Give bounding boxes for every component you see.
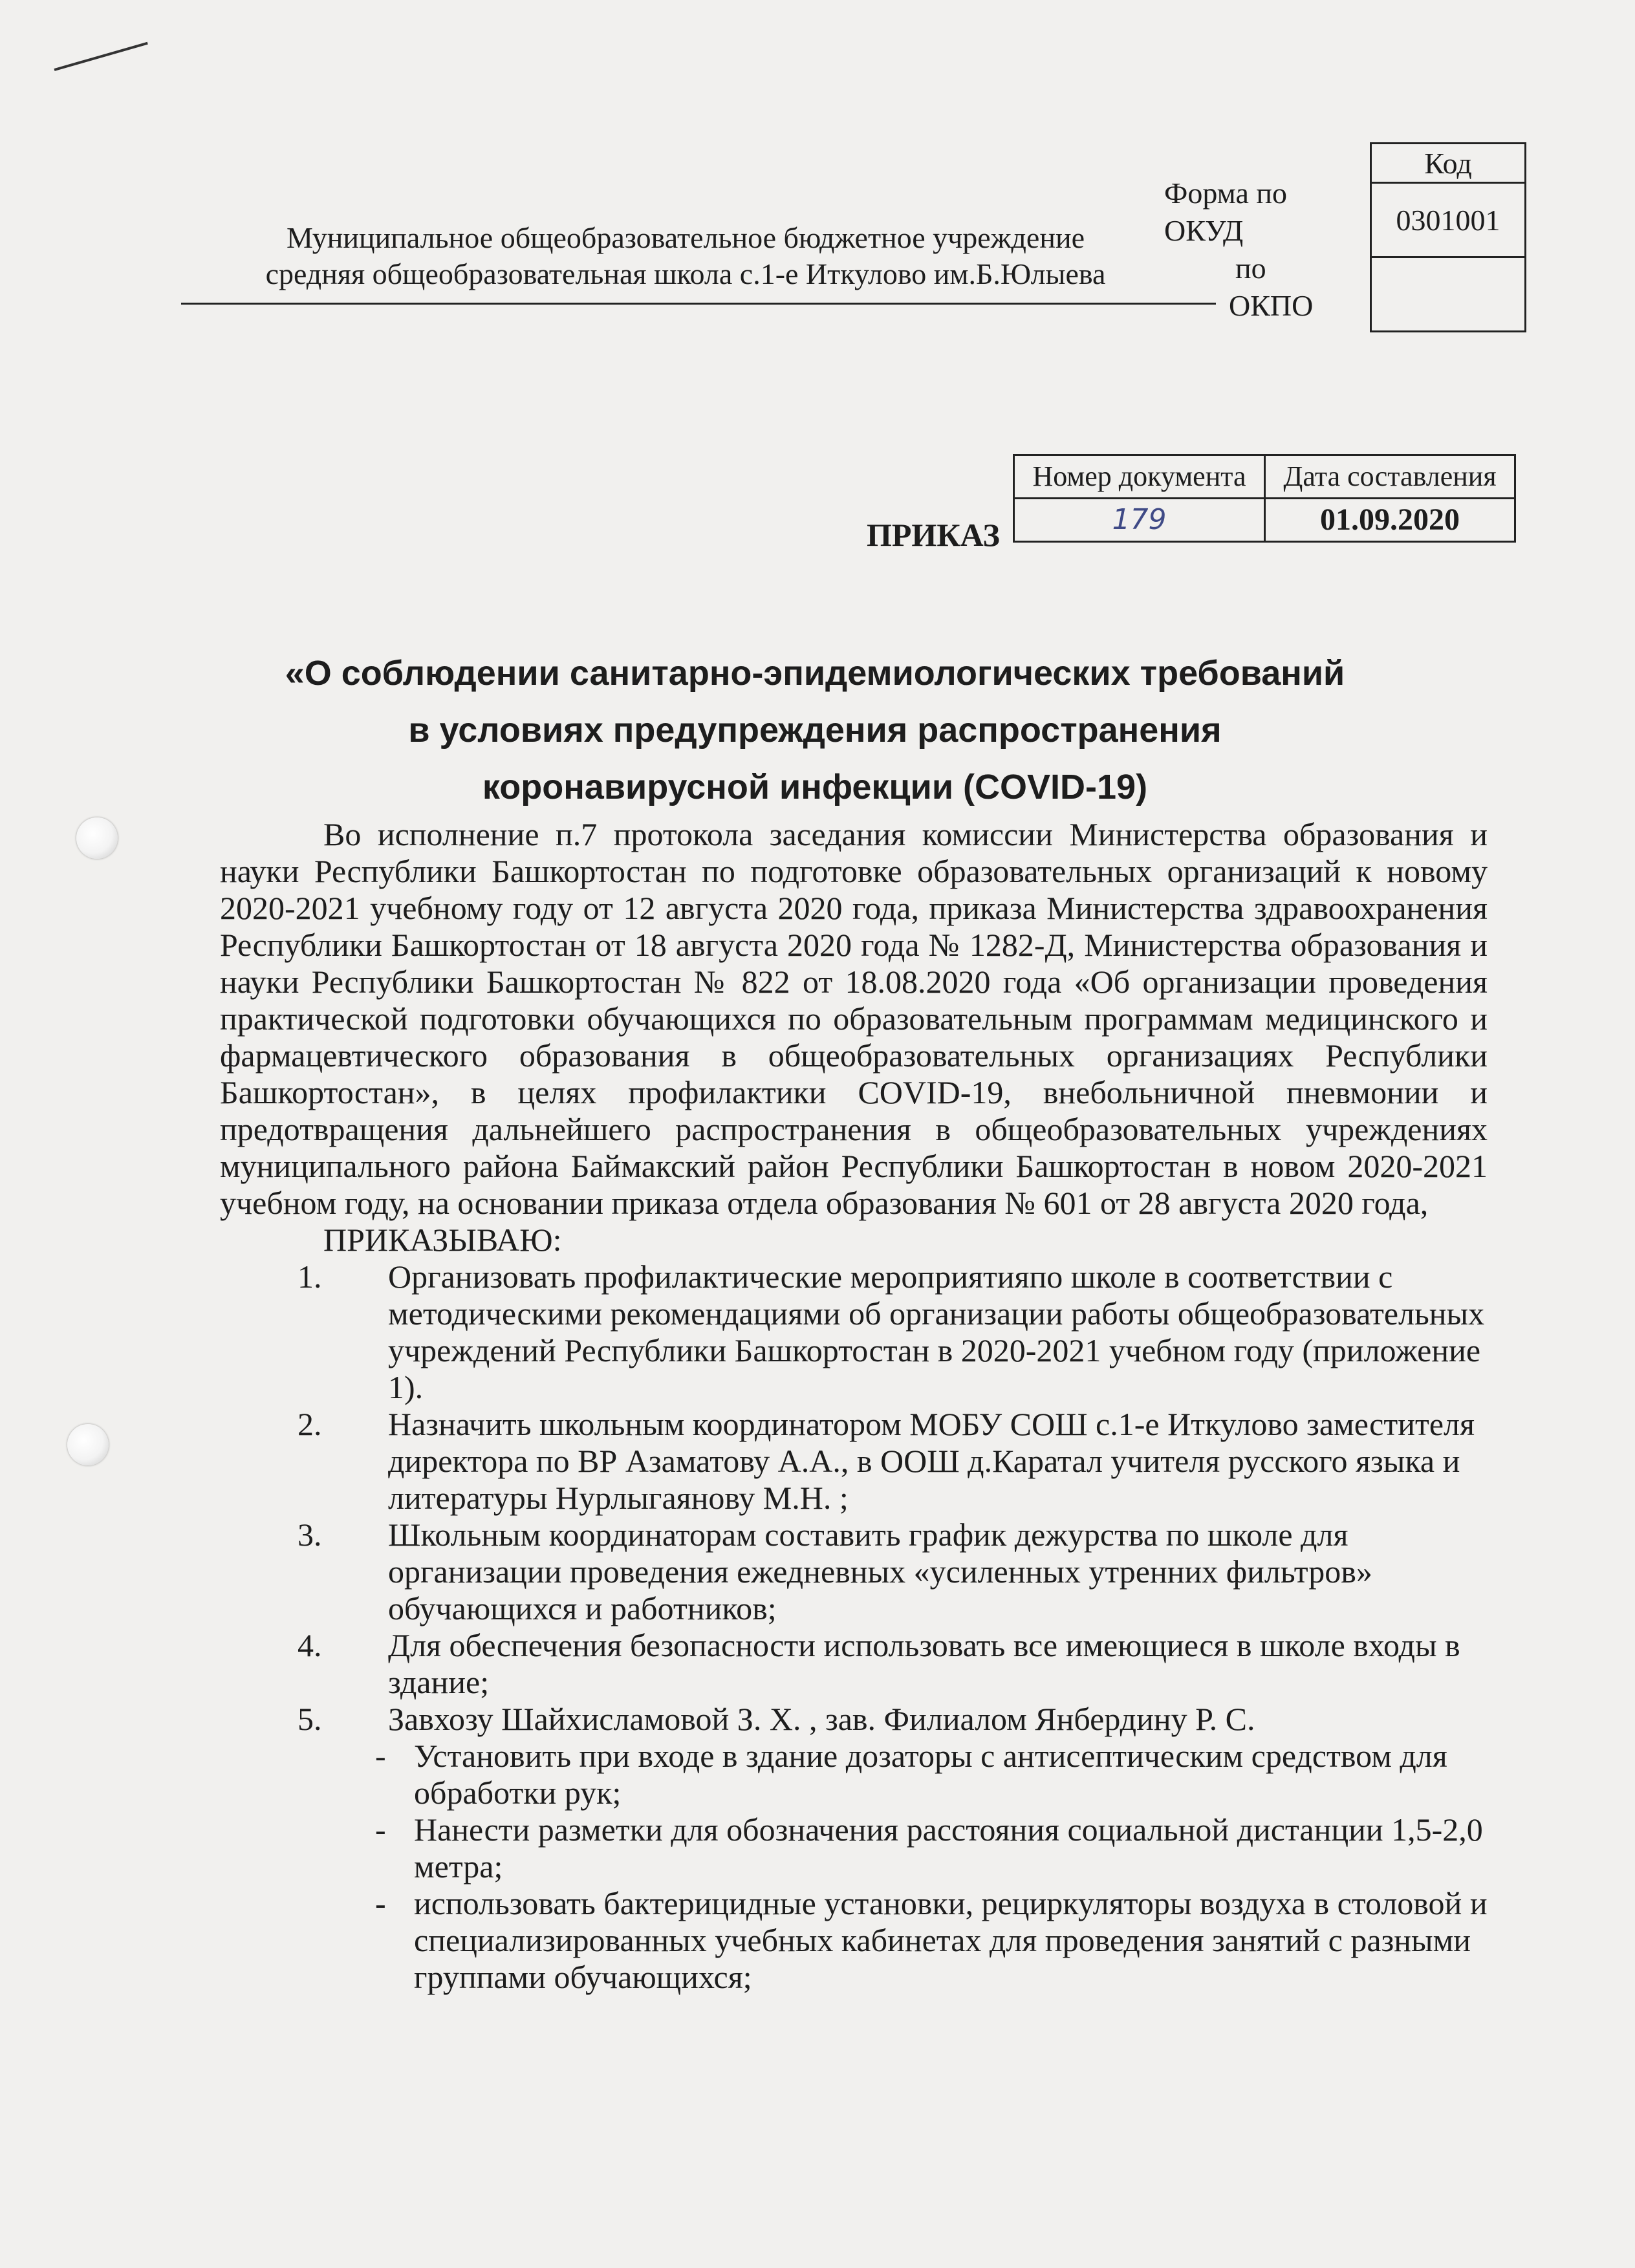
codes-table xyxy=(1370,142,1526,332)
scan-mark xyxy=(54,42,147,71)
organization-name: Муниципальное общеобразовательное бюджетное учреждение средняя общеобразовательная школа с.1-е Иткулово им.Б.Юлыева xyxy=(265,221,1106,290)
number-header: Номер документа xyxy=(1014,455,1265,499)
prikaz-label: ПРИКАЗ xyxy=(867,517,1000,553)
date-value: 01.09.2020 xyxy=(1265,499,1515,542)
sub-item: - использовать бактерицидные установки, рециркуляторы воздуха в столовой и специализированных учебных кабинетах для проведения занятий с разными группами обучающихся; xyxy=(375,1885,1488,1995)
order-item: 4. Для обеспечения безопасности использовать все имеющиеся в школе входы в здание; xyxy=(298,1627,1460,1700)
document-number-table xyxy=(1013,454,1516,543)
title-line-2: в условиях предупреждения распространения xyxy=(408,711,1222,750)
title-line-3: коронавирусной инфекции (COVID-19) xyxy=(482,768,1148,806)
number-value: 179 xyxy=(1014,499,1265,542)
code-okpo xyxy=(1371,257,1526,332)
order-word: ПРИКАЗЫВАЮ: xyxy=(323,1222,562,1258)
organization-underline xyxy=(181,303,1216,305)
sub-item: - Нанести разметки для обозначения расстояния социальной дистанции 1,5-2,0 метра; xyxy=(375,1811,1483,1885)
date-header: Дата составления xyxy=(1265,455,1515,499)
code-header: Код xyxy=(1371,144,1526,183)
code-okud: 0301001 xyxy=(1371,183,1526,257)
punch-hole-top xyxy=(76,817,118,859)
sub-items xyxy=(220,1738,1488,1996)
order-item: 3. Школьным координаторам составить график дежурства по школе для организации проведения ежедневных «усиленных утренних фильтров» обучающихся и работников; xyxy=(298,1517,1372,1626)
form-labels: Форма по ОКУД по ОКПО xyxy=(1164,177,1314,322)
order-item: 5. Завхозу Шайхисламовой З. Х. , зав. Филиалом Янбердину Р. С. xyxy=(298,1701,1255,1737)
punch-hole-bottom xyxy=(67,1424,109,1465)
order-item: 2. Назначить школьным координатором МОБУ СОШ с.1-е Иткулово заместителя директора по ВР Азаматову А.А., в ООШ д.Каратал учителя русского языка и литературы Нурлыгаянову М.Н. ; xyxy=(298,1406,1475,1516)
sub-item: - Установить при входе в здание дозаторы с антисептическим средством для обработки рук; xyxy=(375,1738,1447,1811)
order-item: 1. Организовать профилактические мероприятияпо школе в соответствии с методическими рекомендациями об организации работы общеобразовательных учреждений Республики Башкортостан в 2020-2021 учебном году (приложение 1). xyxy=(298,1258,1485,1405)
title-line-1: «О соблюдении санитарно-эпидемиологических требований xyxy=(285,654,1345,693)
order-items xyxy=(220,1258,1488,1738)
document-body xyxy=(220,816,1488,1996)
preamble: Во исполнение п.7 протокола заседания комиссии Министерства образования и науки Республики Башкортостан по подготовке образовательных организаций к новому 2020-2021 учебному году от 12 августа 2020 года, приказа Министерства здравоохранения Республики Башкортостан от 18 августа 2020 года № 1282-Д, Министерства образования и науки Республики Башкортостан № 822 от 18.08.2020 года «Об организации проведения практической подготовки обучающихся по образовательным программам медицинского и фармацевтического образования в общеобразовательных организациях Республики Башкортостан», в целях профилактики COVID-19, внебольничной пневмонии и предотвращения дальнейшего распространения в общеобразовательных учреждениях муниципального района Баймакский район Республики Башкортостан в новом 2020-2021 учебном году, на основании приказа отдела образования № 601 от 28 августа 2020 года, xyxy=(220,816,1488,1221)
